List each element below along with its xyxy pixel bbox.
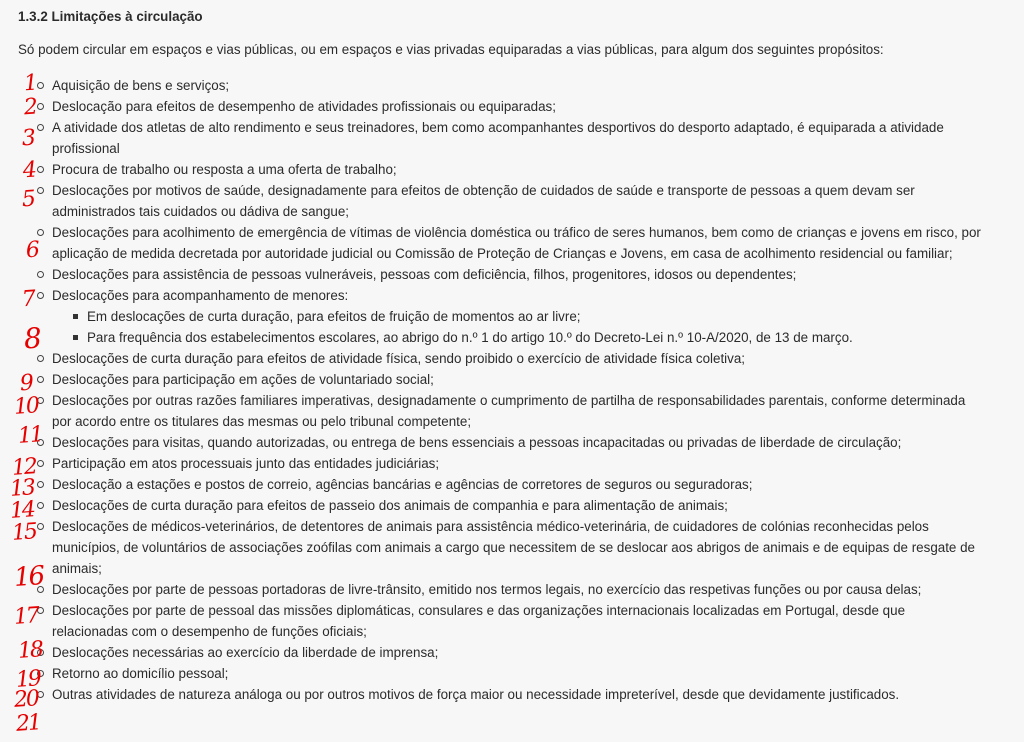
handwritten-number: 14 bbox=[9, 497, 35, 524]
circle-bullet-icon bbox=[37, 187, 44, 194]
section-heading: 1.3.2 Limitações à circulação bbox=[18, 9, 203, 24]
handwritten-number: 21 bbox=[15, 710, 41, 737]
list-item: Deslocações para participação em ações de voluntariado social; bbox=[0, 369, 1024, 390]
circle-bullet-icon bbox=[37, 355, 44, 362]
list-item: Deslocações de médicos-veterinários, de detentores de animais para assistência médico-veterinária, de cuidadores de colónias reconhecidas pelos municípios, de voluntários de associações zoófilas com animais a cargo que necessitem de se deslocar aos abrigos de animais e de equipas de resgate de animais; bbox=[0, 516, 1024, 579]
list-item: Outras atividades de natureza análoga ou por outros motivos de força maior ou necessidade impreterível, desde que devidamente justificados. bbox=[0, 684, 1024, 705]
handwritten-number: 17 bbox=[13, 603, 39, 630]
circle-bullet-icon bbox=[37, 523, 44, 530]
list-item: Deslocações para acolhimento de emergência de vítimas de violência doméstica ou tráfico de seres humanos, bem como de crianças e jovens em risco, por aplicação de medida decretada por autoridade judicial ou Comissão de Proteção de Crianças e Jovens, em casa de acolhimento residencial ou familiar; bbox=[0, 222, 1024, 264]
list-item: Deslocações necessárias ao exercício da liberdade de imprensa; bbox=[0, 642, 1024, 663]
handwritten-number: 5 bbox=[21, 186, 35, 213]
list-item: Aquisição de bens e serviços; bbox=[0, 75, 1024, 96]
purposes-list bbox=[0, 70, 1024, 705]
square-bullet-icon bbox=[73, 314, 78, 319]
sub-list-item: Para frequência dos estabelecimentos escolares, ao abrigo do n.º 1 do artigo 10.º do Decreto-Lei n.º 10-A/2020, de 13 de março. bbox=[0, 327, 1024, 348]
handwritten-number: 12 bbox=[11, 454, 37, 481]
handwritten-number: 9 bbox=[19, 370, 33, 397]
handwritten-number: 8 bbox=[22, 321, 41, 356]
handwritten-number: 20 bbox=[13, 686, 39, 713]
handwritten-number: 2 bbox=[23, 94, 37, 121]
circle-bullet-icon bbox=[37, 397, 44, 404]
list-item: A atividade dos atletas de alto rendimento e seus treinadores, bem como acompanhantes desportivos do desporto adaptado, é equiparada a atividade profissional bbox=[0, 117, 1024, 159]
circle-bullet-icon bbox=[37, 124, 44, 131]
list-item: Deslocação a estações e postos de correio, agências bancárias e agências de corretores de seguros ou seguradoras; bbox=[0, 474, 1024, 495]
list-item: Procura de trabalho ou resposta a uma oferta de trabalho; bbox=[0, 159, 1024, 180]
handwritten-number: 10 bbox=[13, 393, 39, 420]
list-item: Deslocações de curta duração para efeitos de passeio dos animais de companhia e para alimentação de animais; bbox=[0, 495, 1024, 516]
list-item: Deslocações por parte de pessoas portadoras de livre-trânsito, emitido nos termos legais, no exercício das respetivas funções ou por causa delas; bbox=[0, 579, 1024, 600]
circle-bullet-icon bbox=[37, 502, 44, 509]
handwritten-number: 7 bbox=[21, 286, 35, 313]
circle-bullet-icon bbox=[37, 460, 44, 467]
circle-bullet-icon bbox=[37, 166, 44, 173]
circle-bullet-icon bbox=[37, 229, 44, 236]
handwritten-number: 19 bbox=[15, 666, 41, 693]
square-bullet-icon bbox=[73, 335, 78, 340]
circle-bullet-icon bbox=[37, 103, 44, 110]
handwritten-number: 4 bbox=[22, 157, 36, 184]
list-item: Deslocações para visitas, quando autorizadas, ou entrega de bens essenciais a pessoas incapacitadas ou privadas de liberdade de circulação; bbox=[0, 432, 1024, 453]
handwritten-number: 1 bbox=[23, 70, 37, 97]
handwritten-number: 15 bbox=[11, 519, 37, 546]
list-item: Retorno ao domicílio pessoal; bbox=[0, 663, 1024, 684]
circle-bullet-icon bbox=[37, 376, 44, 383]
circle-bullet-icon bbox=[37, 607, 44, 614]
list-item: Deslocações de curta duração para efeitos de atividade física, sendo proibido o exercício de atividade física coletiva; bbox=[0, 348, 1024, 369]
circle-bullet-icon bbox=[37, 271, 44, 278]
circle-bullet-icon bbox=[37, 691, 44, 698]
handwritten-number: 3 bbox=[21, 125, 35, 152]
handwritten-number: 13 bbox=[9, 475, 35, 502]
handwritten-number: 16 bbox=[12, 561, 45, 593]
list-item: Participação em atos processuais junto das entidades judiciárias; bbox=[0, 453, 1024, 474]
list-item: Deslocações por motivos de saúde, designadamente para efeitos de obtenção de cuidados de saúde e transporte de pessoas a quem devam ser administrados tais cuidados ou dádiva de sangue; bbox=[0, 180, 1024, 222]
handwritten-number: 11 bbox=[17, 422, 43, 449]
list-item: Deslocações por parte de pessoal das missões diplomáticas, consulares e das organizações internacionais localizadas em Portugal, desde que relacionadas com o desempenho de funções oficiais; bbox=[0, 600, 1024, 642]
intro-paragraph: Só podem circular em espaços e vias públicas, ou em espaços e vias privadas equiparadas a vias públicas, para algum dos seguintes propósitos: bbox=[18, 42, 884, 57]
list-item: Deslocações por outras razões familiares imperativas, designadamente o cumprimento de partilha de responsabilidades parentais, conforme determinada por acordo entre os titulares das mesmas ou pelo tribunal competente; bbox=[0, 390, 1024, 432]
list-item: Deslocações para assistência de pessoas vulneráveis, pessoas com deficiência, filhos, progenitores, idosos ou dependentes; bbox=[0, 264, 1024, 285]
handwritten-number: 18 bbox=[17, 637, 43, 664]
circle-bullet-icon bbox=[37, 481, 44, 488]
handwritten-number: 6 bbox=[25, 237, 39, 264]
sub-list-item: Em deslocações de curta duração, para efeitos de fruição de momentos ao ar livre; bbox=[0, 306, 1024, 327]
circle-bullet-icon bbox=[37, 82, 44, 89]
circle-bullet-icon bbox=[37, 292, 44, 299]
list-item: Deslocações para acompanhamento de menores: bbox=[0, 285, 1024, 306]
list-item: Deslocação para efeitos de desempenho de atividades profissionais ou equiparadas; bbox=[0, 96, 1024, 117]
